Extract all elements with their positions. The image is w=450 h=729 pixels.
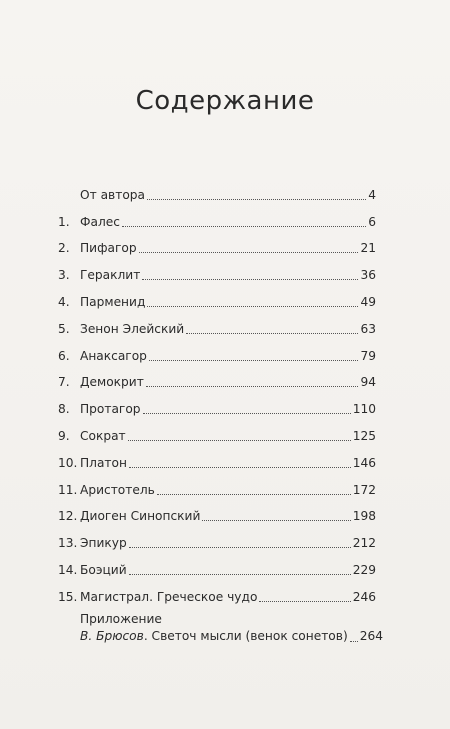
toc-page-number: 36 [360, 268, 376, 283]
toc-number: 4. [58, 294, 70, 309]
dot-leader [147, 199, 366, 200]
dot-leader [129, 547, 351, 548]
toc-row [58, 417, 376, 444]
toc-row [58, 283, 376, 310]
toc-row [58, 498, 376, 525]
appendix-row [80, 628, 383, 645]
toc-row [58, 364, 376, 391]
toc-number: 6. [58, 348, 70, 363]
toc-number: 8. [58, 402, 70, 417]
dot-leader [143, 413, 351, 414]
toc-page-number: 146 [352, 455, 376, 470]
toc-row [58, 337, 376, 364]
dot-leader [128, 440, 351, 441]
toc-row [58, 310, 376, 337]
toc-row-preface [58, 176, 376, 203]
dot-leader [202, 520, 350, 521]
toc-label: Гераклит [80, 268, 141, 283]
toc-page-number: 6 [368, 214, 376, 229]
table-of-contents [58, 176, 383, 645]
toc-row [58, 203, 376, 230]
dot-leader [157, 494, 351, 495]
toc-page-number: 198 [352, 509, 376, 524]
toc-label: Диоген Синопский [80, 509, 201, 524]
toc-number: 12. [58, 509, 78, 524]
toc-row [58, 524, 376, 551]
toc-label: Магистрал. Греческое чудо [80, 589, 258, 604]
toc-label: Боэций [80, 562, 127, 577]
toc-label: Аристотель [80, 482, 155, 497]
dot-leader [139, 252, 359, 253]
toc-page-number: 63 [360, 321, 376, 336]
toc-label: Демокрит [80, 375, 144, 390]
appendix-author: В. Брюсов [80, 628, 144, 643]
toc-label: Парменид [80, 294, 146, 309]
appendix-title: Приложение [80, 611, 162, 626]
toc-label: Фалес [80, 214, 120, 229]
toc-page-number: 212 [352, 536, 376, 551]
toc-number: 11. [58, 482, 78, 497]
toc-row [58, 256, 376, 283]
toc-page-number: 110 [352, 402, 376, 417]
toc-row [58, 444, 376, 471]
toc-label: Анаксагор [80, 348, 147, 363]
toc-page-number: 21 [360, 241, 376, 256]
toc-number: 1. [58, 214, 70, 229]
toc-number: 9. [58, 428, 70, 443]
dot-leader [142, 279, 358, 280]
toc-page-number: 172 [352, 482, 376, 497]
toc-number: 10. [58, 455, 78, 470]
toc-row [58, 578, 376, 605]
toc-page-number: 94 [360, 375, 376, 390]
toc-number: 5. [58, 321, 70, 336]
toc-number: 7. [58, 375, 70, 390]
toc-label: Платон [80, 455, 127, 470]
dot-leader [350, 641, 358, 642]
toc-number: 2. [58, 241, 70, 256]
toc-row [58, 230, 376, 257]
appendix-label [80, 628, 348, 645]
page-title: Содержание [135, 86, 315, 116]
toc-page-number: 125 [352, 428, 376, 443]
toc-page-number: 246 [352, 589, 376, 604]
dot-leader [186, 333, 358, 334]
toc-number: 15. [58, 589, 78, 604]
dot-leader [129, 467, 351, 468]
toc-label: Зенон Элейский [80, 321, 185, 336]
toc-page-number: 264 [359, 628, 383, 643]
appendix-work-title: . Светоч мысли (венок сонетов) [143, 628, 348, 643]
dot-leader [122, 226, 366, 227]
toc-number: 13. [58, 536, 78, 551]
toc-row [58, 390, 376, 417]
toc-page-number: 4 [368, 187, 376, 202]
dot-leader [149, 360, 359, 361]
toc-number: 3. [58, 268, 70, 283]
toc-label: От автора [80, 187, 145, 202]
dot-leader [259, 601, 350, 602]
toc-number: 14. [58, 562, 78, 577]
toc-label: Пифагор [80, 241, 137, 256]
toc-page-number: 49 [360, 294, 376, 309]
toc-label: Сократ [80, 428, 126, 443]
appendix-section [80, 611, 383, 645]
dot-leader [147, 306, 358, 307]
dot-leader [129, 574, 351, 575]
toc-page-number: 79 [360, 348, 376, 363]
dot-leader [146, 386, 359, 387]
toc-label: Протагор [80, 402, 141, 417]
toc-row [58, 551, 376, 578]
toc-label: Эпикур [80, 536, 127, 551]
toc-row [58, 471, 376, 498]
toc-page-number: 229 [352, 562, 376, 577]
